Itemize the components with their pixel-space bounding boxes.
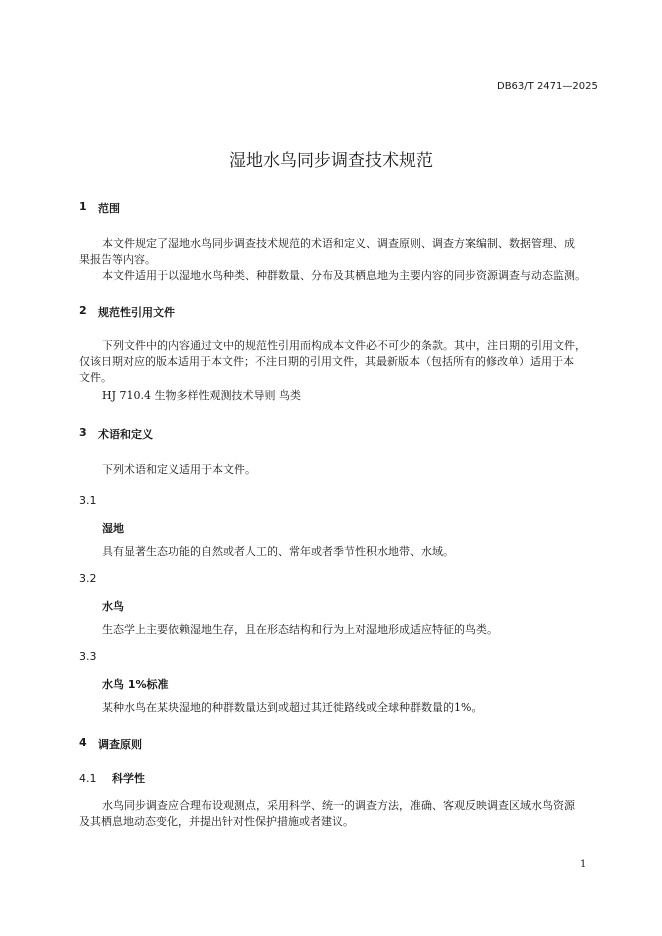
page-number: 1 (580, 859, 587, 870)
term-name: 湿地 (102, 522, 124, 535)
section-number: 3 (79, 426, 87, 439)
term-definition: 具有显著生态功能的自然或者人工的、常年或者季节性积水地带、水域。 (102, 545, 454, 558)
paragraph-line: 及其栖息地动态变化，并提出针对性保护措施或者建议。 (79, 815, 354, 828)
term-definition: 生态学上主要依赖湿地生存，且在形态结构和行为上对湿地形成适应特征的鸟类。 (102, 623, 498, 636)
section-number: 4 (79, 736, 87, 749)
paragraph-line: 水鸟同步调查应合理布设观测点，采用科学、统一的调查方法，准确、客观反映调查区域水鸟资源 (102, 799, 575, 812)
paragraph-line: 下列术语和定义适用于本文件。 (102, 463, 256, 476)
paragraph-line: 本文件适用于以湿地水鸟种类、种群数量、分布及其栖息地为主要内容的同步资源调查与动态监测。 (102, 269, 586, 282)
term-definition: 某种水鸟在某块湿地的种群数量达到或超过其迁徙路线或全球种群数量的1%。 (102, 701, 483, 714)
paragraph-line: 本文件规定了湿地水鸟同步调查技术规范的术语和定义、调查原则、调查方案编制、数据管理、成 (102, 237, 575, 250)
paragraph-line: 仅该日期对应的版本适用于本文件；不注日期的引用文件，其最新版本（包括所有的修改单）适用于本 (79, 355, 574, 368)
term-number: 3.3 (79, 650, 97, 663)
term-number: 3.2 (79, 572, 97, 585)
subsection-4-1-heading (79, 770, 145, 786)
term-name: 水鸟 1%标准 (102, 678, 169, 691)
subsection-number: 4.1 (79, 772, 97, 785)
normative-reference: HJ 710.4 生物多样性观测技术导则 鸟类 (102, 389, 301, 402)
section-title: 术语和定义 (98, 428, 153, 441)
paragraph-line: 果报告等内容。 (79, 253, 156, 266)
section-number: 1 (79, 200, 87, 213)
paragraph-line: 文件。 (79, 371, 112, 384)
section-title: 范围 (98, 202, 120, 215)
paragraph-line: 下列文件中的内容通过文中的规范性引用而构成本文件必不可少的条款。其中，注日期的引用文件， (102, 339, 586, 352)
term-number: 3.1 (79, 494, 97, 507)
document-title: 湿地水鸟同步调查技术规范 (229, 151, 433, 171)
section-number: 2 (79, 304, 87, 317)
section-title: 规范性引用文件 (98, 306, 175, 319)
document-code: DB63/T 2471—2025 (497, 81, 598, 92)
section-title: 调查原则 (98, 738, 142, 751)
subsection-title: 科学性 (112, 772, 145, 785)
term-name: 水鸟 (102, 600, 124, 613)
